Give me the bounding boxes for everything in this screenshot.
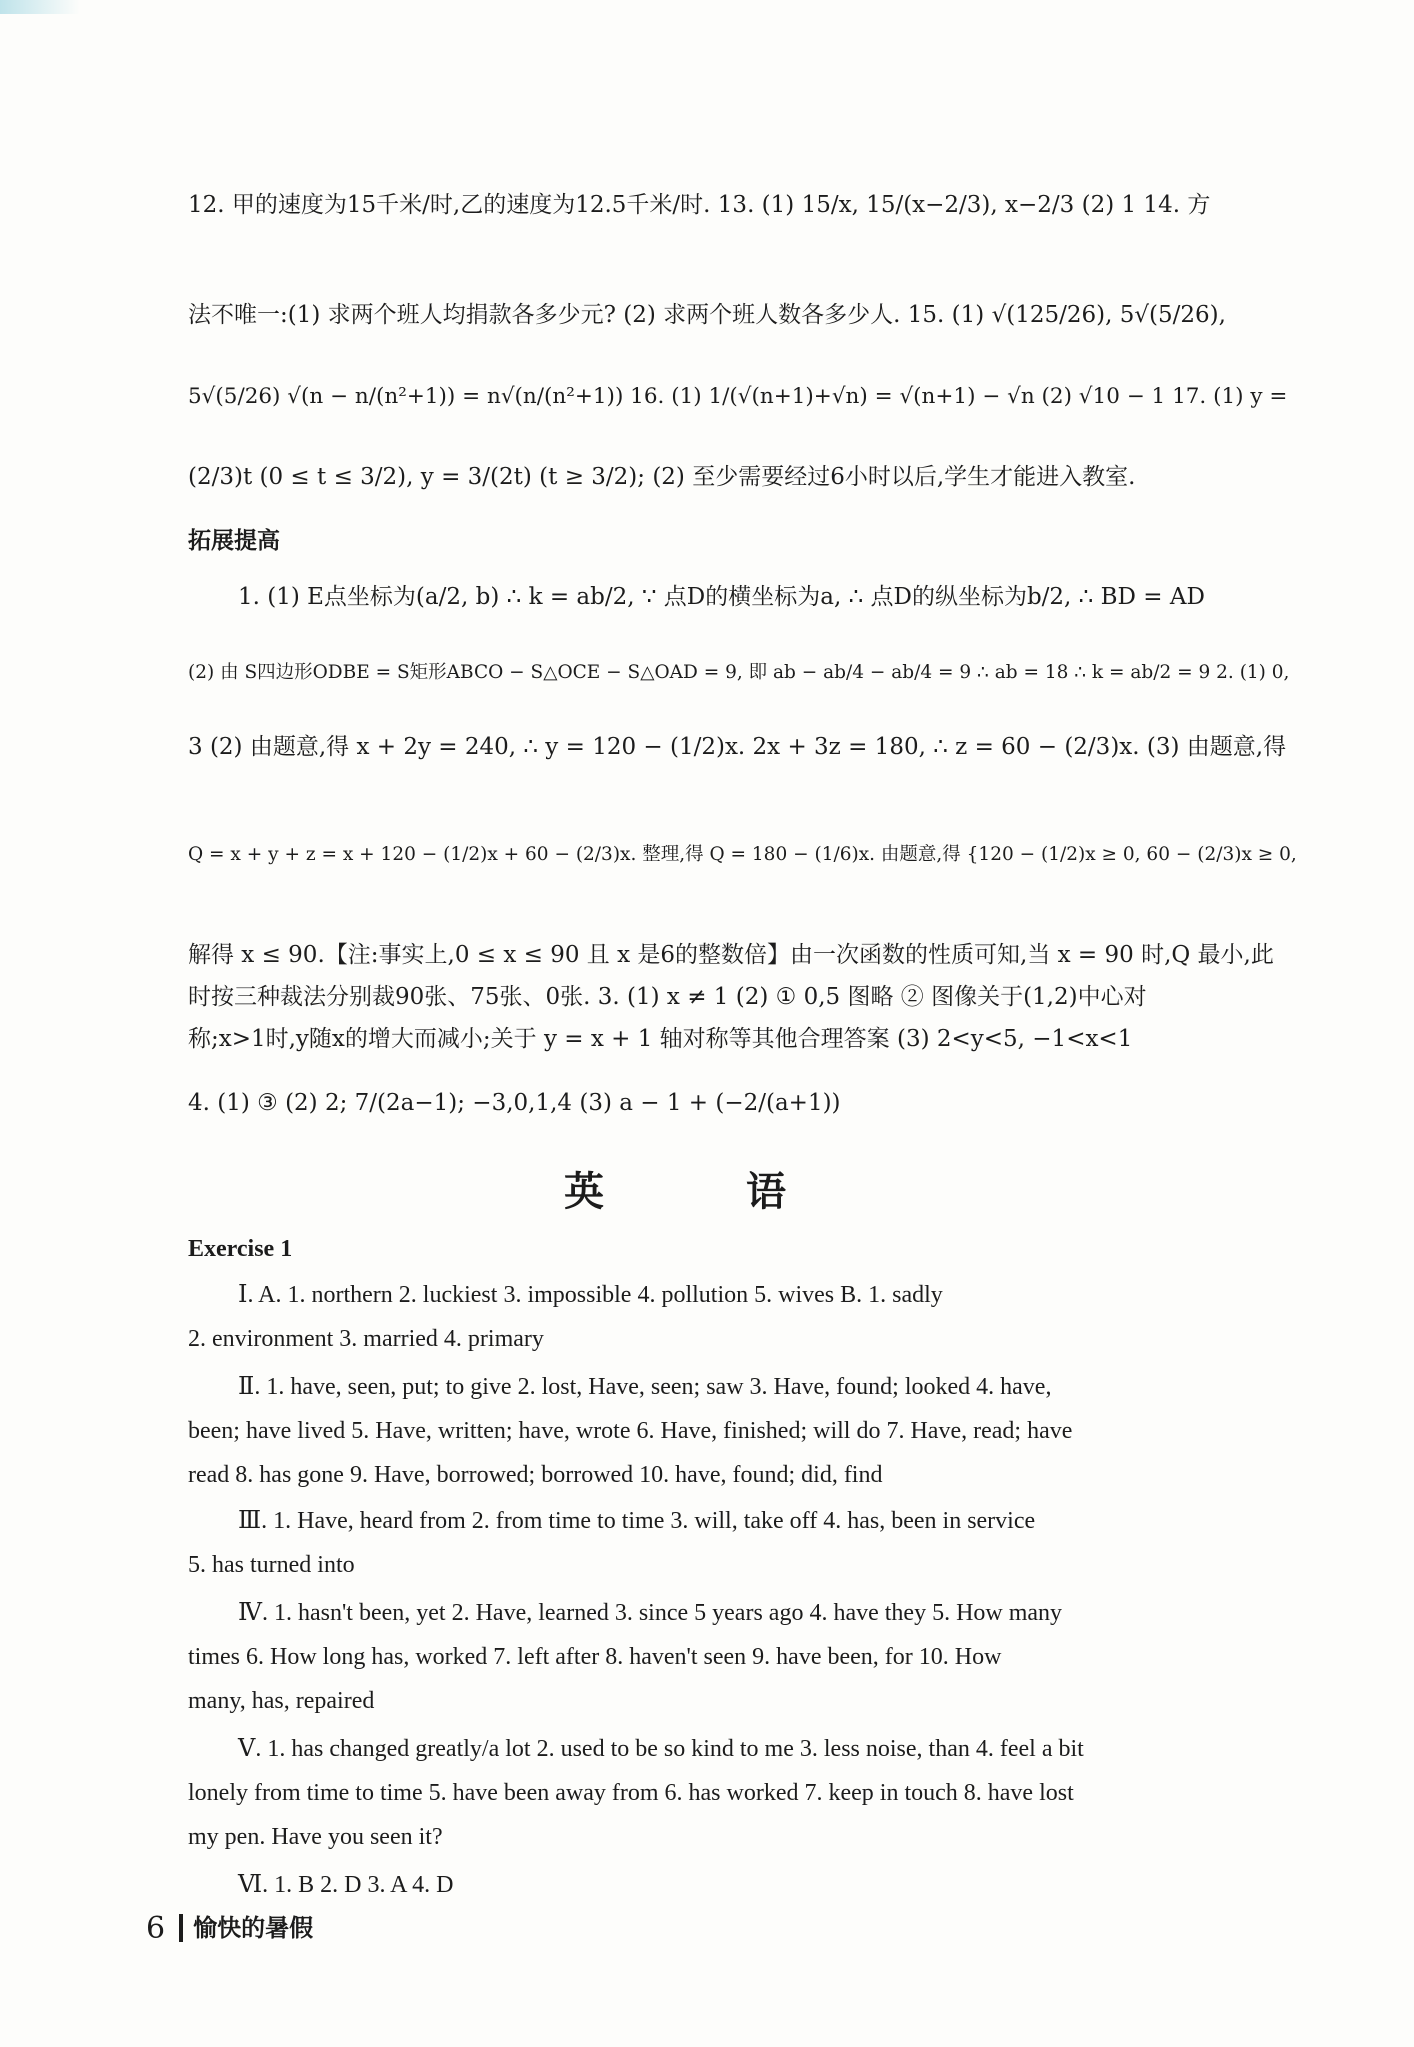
answer-line: 称;x>1时,y随x的增大而减小;关于 y = x + 1 轴对称等其他合理答案 (3) 2<y<5, −1<x<1: [188, 1026, 1133, 1052]
footer-divider: [179, 1914, 183, 1942]
answer-line: 解得 x ≤ 90.【注:事实上,0 ≤ x ≤ 90 且 x 是6的整数倍】由一次函数的性质可知,当 x = 90 时,Q 最小,此: [188, 942, 1274, 968]
english-answer-line: Ⅰ. A. 1. northern 2. luckiest 3. impossible 4. pollution 5. wives B. 1. sadly: [238, 1282, 943, 1308]
answer-line: Q = x + y + z = x + 120 − (1/2)x + 60 − (2/3)x. 整理,得 Q = 180 − (1/6)x. 由题意,得 {120 − (1/2)x ≥ 0, 60 − (2/3)x ≥ 0,: [188, 844, 1297, 865]
page-number: 6: [146, 1911, 166, 1946]
answer-line: 12. 甲的速度为15千米/时,乙的速度为12.5千米/时. 13. (1) 15/x, 15/(x−2/3), x−2/3 (2) 1 14. 方: [188, 192, 1211, 218]
page-footer: [146, 1908, 313, 1946]
english-answer-line: been; have lived 5. Have, written; have, wrote 6. Have, finished; will do 7. Have, read; have: [188, 1418, 1073, 1444]
english-answer-line: many, has, repaired: [188, 1688, 375, 1714]
english-answer-line: Ⅲ. 1. Have, heard from 2. from time to time 3. will, take off 4. has, been in service: [238, 1508, 1036, 1534]
subject-title: 英 语: [564, 1169, 850, 1215]
exercise-title: Exercise 1: [188, 1236, 293, 1262]
english-answer-line: 2. environment 3. married 4. primary: [188, 1326, 544, 1352]
corner-decoration: [0, 0, 80, 14]
english-answer-line: my pen. Have you seen it?: [188, 1824, 443, 1850]
english-answer-line: Ⅵ. 1. B 2. D 3. A 4. D: [238, 1872, 454, 1898]
english-answer-line: Ⅴ. 1. has changed greatly/a lot 2. used to be so kind to me 3. less noise, than 4. feel a bit: [238, 1736, 1084, 1762]
answer-line: 4. (1) ③ (2) 2; 7/(2a−1); −3,0,1,4 (3) a − 1 + (−2/(a+1)): [188, 1090, 841, 1116]
answer-line: 法不唯一:(1) 求两个班人均捐款各多少元? (2) 求两个班人数各多少人. 15. (1) √(125/26), 5√(5/26),: [188, 302, 1226, 328]
answer-line: 1. (1) E点坐标为(a/2, b) ∴ k = ab/2, ∵ 点D的横坐标为a, ∴ 点D的纵坐标为b/2, ∴ BD = AD: [238, 584, 1205, 610]
section-heading: 拓展提高: [188, 528, 280, 554]
answer-line: 时按三种裁法分别裁90张、75张、0张. 3. (1) x ≠ 1 (2) ① 0,5 图略 ② 图像关于(1,2)中心对: [188, 984, 1147, 1010]
english-answer-line: Ⅳ. 1. hasn't been, yet 2. Have, learned 3. since 5 years ago 4. have they 5. How many: [238, 1600, 1063, 1626]
english-answer-line: 5. has turned into: [188, 1552, 355, 1578]
english-answer-line: read 8. has gone 9. Have, borrowed; borrowed 10. have, found; did, find: [188, 1462, 883, 1488]
answer-line: (2/3)t (0 ≤ t ≤ 3/2), y = 3/(2t) (t ≥ 3/2); (2) 至少需要经过6小时以后,学生才能进入教室.: [188, 464, 1136, 490]
answer-line: 5√(5/26) √(n − n/(n²+1)) = n√(n/(n²+1)) 16. (1) 1/(√(n+1)+√n) = √(n+1) − √n (2) √10 − 1 17. (1) y =: [188, 384, 1288, 409]
english-answer-line: lonely from time to time 5. have been away from 6. has worked 7. keep in touch 8. have lost: [188, 1780, 1074, 1806]
english-answer-line: times 6. How long has, worked 7. left after 8. haven't seen 9. have been, for 10. How: [188, 1644, 1002, 1670]
answer-line: (2) 由 S四边形ODBE = S矩形ABCO − S△OCE − S△OAD = 9, 即 ab − ab/4 − ab/4 = 9 ∴ ab = 18 ∴ k = ab/2 = 9 2. (1) 0,: [188, 662, 1290, 683]
answer-line: 3 (2) 由题意,得 x + 2y = 240, ∴ y = 120 − (1/2)x. 2x + 3z = 180, ∴ z = 60 − (2/3)x. (3) 由题意,得: [188, 734, 1287, 760]
footer-brand: 愉快的暑假: [193, 1914, 314, 1942]
english-answer-line: Ⅱ. 1. have, seen, put; to give 2. lost, Have, seen; saw 3. Have, found; looked 4. have,: [238, 1374, 1052, 1400]
